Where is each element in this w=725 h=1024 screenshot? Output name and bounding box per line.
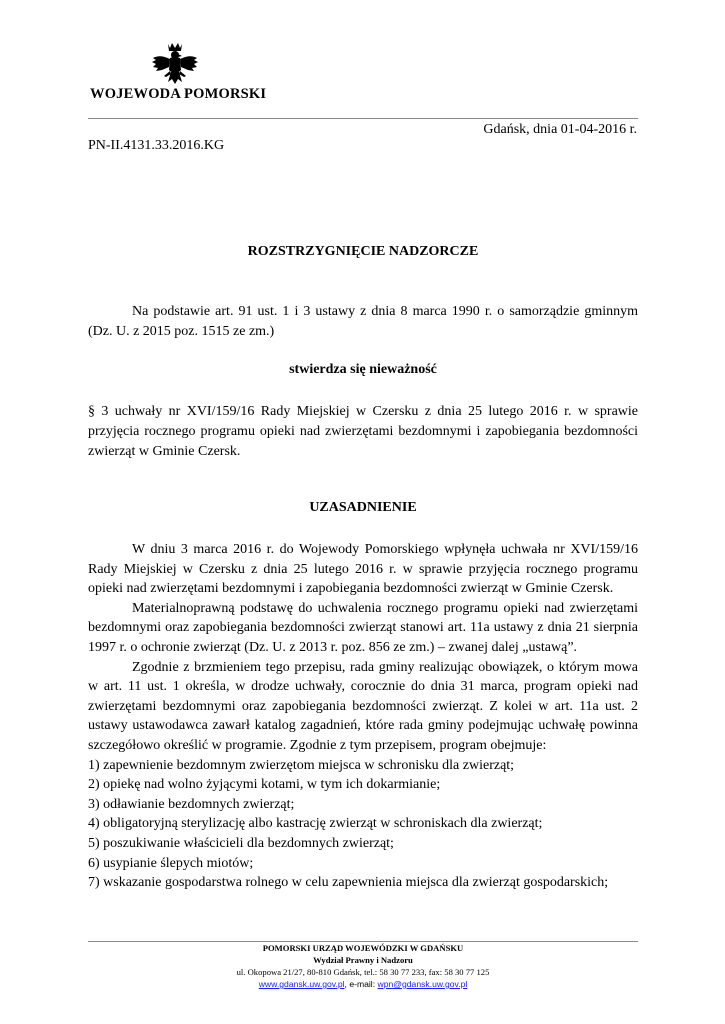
footer-website-link[interactable]: www.gdansk.uw.gov.pl: [258, 979, 345, 989]
justification-paragraph-2: Materialnoprawną podstawę do uchwalenia rocznego programu opieki nad zwierzętami bezdomnymi oraz zapobiegania bezdomności zwierząt stanowi art. 11a ustawy z dnia 21 sierpnia 1997 r. o ochronie zwierząt (Dz. U. z 2013 r. poz. 856 ze zm.) – zwanej dalej „ustawą”.: [88, 600, 638, 655]
program-item-4: 4) obligatoryjną sterylizację albo kastrację zwierząt w schroniskach dla zwierząt;: [88, 816, 543, 832]
program-item-7: 7) wskazanie gospodarstwa rolnego w celu zapewnienia miejsca dla zwierząt gospodarskich;: [88, 875, 609, 891]
page-footer: [88, 942, 638, 990]
program-item-3: 3) odławianie bezdomnych zwierząt;: [88, 796, 295, 812]
justification-paragraph-3: Zgodnie z brzmieniem tego przepisu, rada gminy realizując obowiązek, o którym mowa w art. 11 ust. 1 określa, w drodze uchwały, corocznie do dnia 31 marca, program opieki nad zwierzętami bezdomnymi oraz zapobiegania bezdomności zwierząt. Z kolei w art. 11a ust. 2 ustawy ustawodawca zawarł katalog zagadnień, które rada gminy podejmując uchwałę powinna szczegółowo określić w programie. Zgodnie z tym przepisem, program obejmuje:: [88, 659, 638, 753]
decision-heading: stwierdza się nieważność: [289, 362, 437, 377]
footer-department: Wydział Prawny i Nadzoru: [313, 955, 413, 965]
legal-basis-paragraph: Na podstawie art. 91 ust. 1 i 3 ustawy z dnia 8 marca 1990 r. o samorządzie gminnym (Dz. U. z 2015 poz. 1515 ze zm.): [88, 304, 638, 339]
polish-eagle-emblem-icon: [150, 40, 200, 88]
justification-paragraph-1: W dniu 3 marca 2016 r. do Wojewody Pomorskiego wpłynęła uchwała nr XVI/159/16 Rady Miejskiej w Czersku z dnia 25 lutego 2016 r. w sprawie przyjęcia rocznego programu opieki nad zwierzętami bezdomnymi i zapobiegania bezdomności zwierząt w Gminie Czersk.: [88, 542, 638, 597]
decision-scope-paragraph: § 3 uchwały nr XVI/159/16 Rady Miejskiej w Czersku z dnia 25 lutego 2016 r. w sprawie przyjęcia rocznego programu opieki nad zwierzętami bezdomnymi i zapobiegania bezdomności zwierząt w Gminie Czersk.: [88, 404, 638, 459]
footer-email-label: , e-mail:: [344, 979, 378, 989]
footer-address: ul. Okopowa 21/27, 80-810 Gdańsk, tel.: 58 30 77 233, fax: 58 30 77 125: [236, 967, 490, 977]
document-title: ROZSTRZYGNIĘCIE NADZORCZE: [247, 244, 479, 259]
program-item-1: 1) zapewnienie bezdomnym zwierzętom miejsca w schronisku dla zwierząt;: [88, 757, 515, 773]
document-date: Gdańsk, dnia 01-04-2016 r.: [483, 122, 637, 137]
header-divider: [88, 118, 638, 119]
program-item-2: 2) opiekę nad wolno żyjącymi kotami, w tym ich dokarmianie;: [88, 777, 441, 793]
issuing-authority: WOJEWODA POMORSKI: [90, 86, 267, 102]
footer-contacts: [88, 978, 638, 990]
footer-email-link[interactable]: wpn@gdansk.uw.gov.pl: [377, 979, 468, 989]
reference-number: PN-II.4131.33.2016.KG: [88, 138, 225, 153]
justification-heading: UZASADNIENIE: [309, 500, 417, 515]
program-item-5: 5) poszukiwanie właścicieli dla bezdomnych zwierząt;: [88, 835, 394, 851]
justification-body: [88, 540, 638, 893]
footer-office: POMORSKI URZĄD WOJEWÓDZKI W GDAŃSKU: [262, 943, 464, 953]
program-item-6: 6) usypianie ślepych miotów;: [88, 855, 254, 871]
